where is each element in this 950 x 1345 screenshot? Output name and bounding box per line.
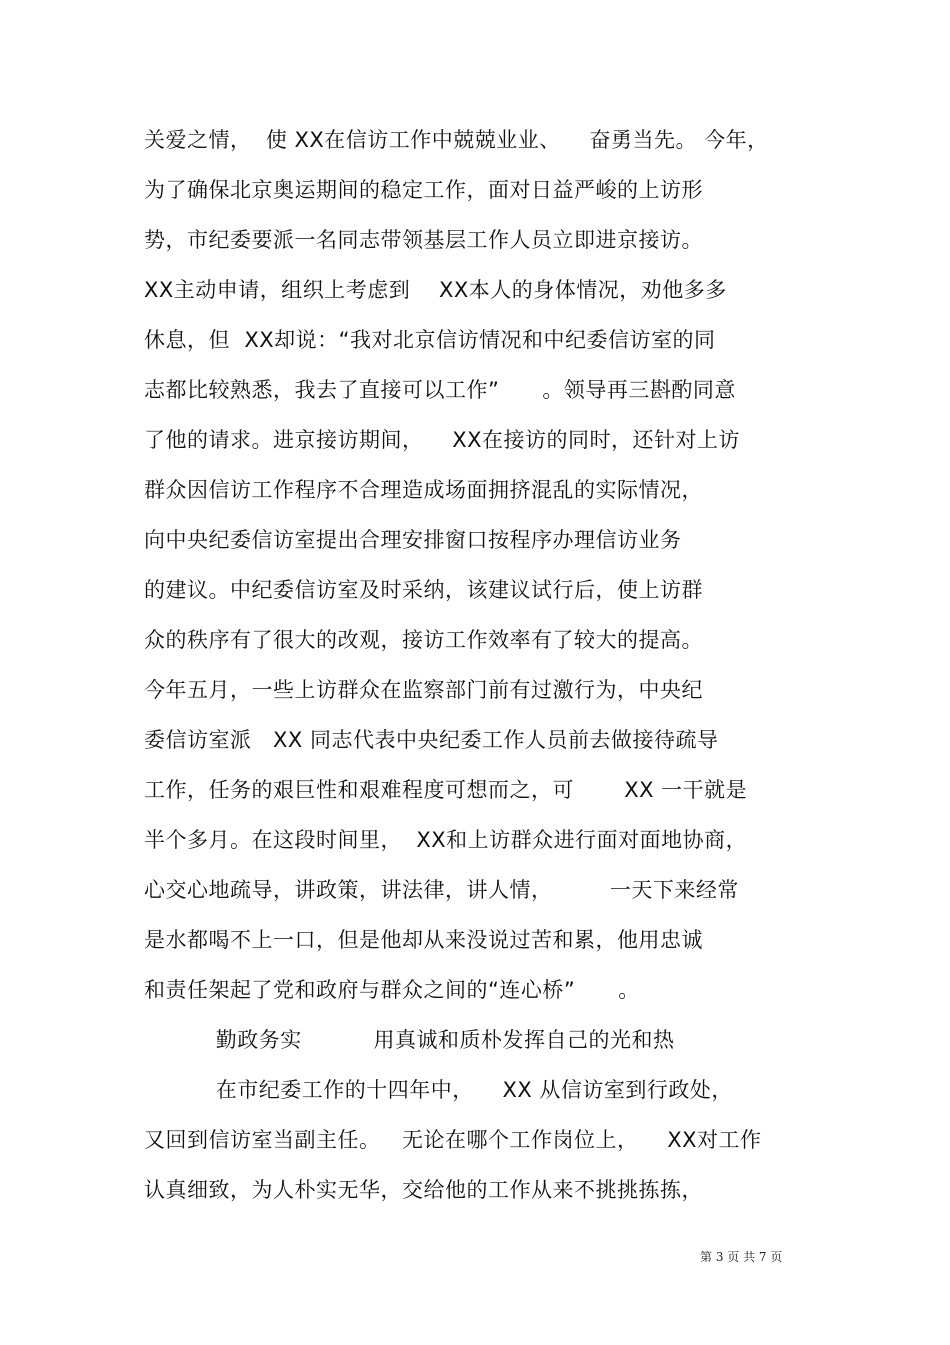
body-line: 心交心地疏导，讲政策，讲法律，讲人情， 一天下来经常 [144,878,739,902]
body-line: 关爱之情， 使 XX在信访工作中兢兢业业、 奋勇当先。 今年， [144,128,769,152]
body-line: 的建议。中纪委信访室及时采纳，该建议试行后，使上访群 [144,578,703,602]
body-line: 是水都喝不上一口，但是他却从来没说过苦和累，他用忠诚 [144,928,703,952]
body-line: 和责任架起了党和政府与群众之间的“连心桥” 。 [144,978,640,1002]
body-line: 工作，任务的艰巨性和艰难程度可想而之，可 XX 一干就是 [144,778,748,802]
body-line: 今年五月，一些上访群众在监察部门前有过激行为，中央纪 [144,678,703,702]
body-line: 休息，但 XX却说：“我对北京信访情况和中纪委信访室的同 [144,328,716,352]
page-number: 第 3 页 共 7 页 [700,1250,783,1264]
body-line: 又回到信访室当副主任。 无论在哪个工作岗位上， XX对工作 [144,1128,762,1152]
body-line: 群众因信访工作程序不合理造成场面拥挤混乱的实际情况， [144,478,703,502]
body-line: 在市纪委工作的十四年中， XX 从信访室到行政处， [144,1078,733,1102]
body-line: 为了确保北京奥运期间的稳定工作，面对日益严峻的上访形 [144,178,703,202]
body-line: 认真细致，为人朴实无华，交给他的工作从来不挑挑拣拣， [144,1178,703,1202]
body-line: 向中央纪委信访室提出合理安排窗口按程序办理信访业务 [144,528,682,552]
body-line: 半个多月。在这段时间里， XX和上访群众进行面对面地协商， [144,828,748,852]
body-line: XX主动申请，组织上考虑到 XX本人的身体情况，劝他多多 [144,278,727,302]
body-line: 委信访室派 XX 同志代表中央纪委工作人员前去做接待疏导 [144,728,719,752]
body-line: 势，市纪委要派一名同志带领基层工作人员立即进京接访。 [144,228,703,252]
body-line: 志都比较熟悉，我去了直接可以工作” 。领导再三斟酌同意 [144,378,736,402]
section-heading: 勤政务实 用真诚和质朴发挥自己的光和热 [144,1028,675,1052]
body-line: 了他的请求。进京接访期间， XX在接访的同时，还针对上访 [144,428,740,452]
body-line: 众的秩序有了很大的改观，接访工作效率有了较大的提高。 [144,628,703,652]
